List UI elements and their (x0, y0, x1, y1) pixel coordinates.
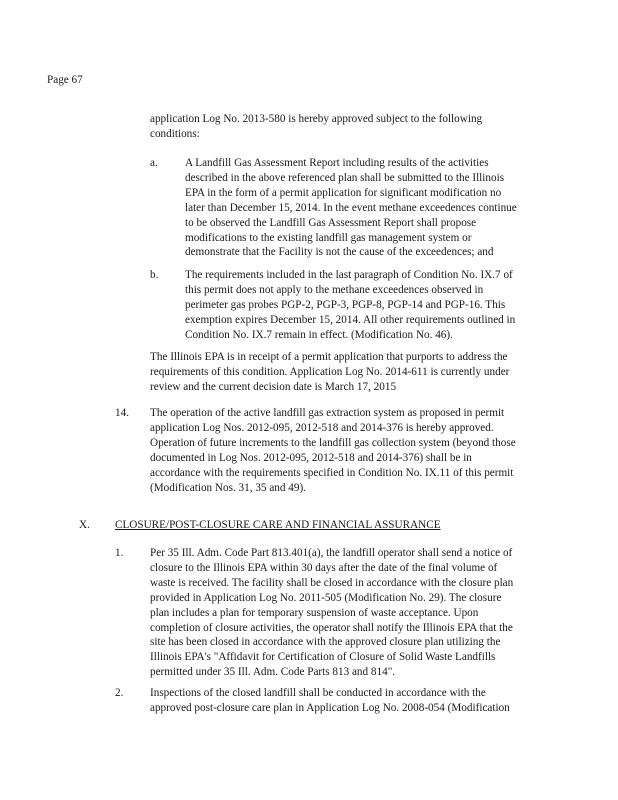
text-line: application Log Nos. 2012-095, 2012-518 and 2014-376 is hereby approved. (150, 421, 494, 434)
text-line: closure to the Illinois EPA within 30 days after the date of the final volume of (150, 561, 498, 574)
text-line: demonstrate that the Facility is not the cause of the exceedences; and (185, 246, 494, 259)
text-line: Operation of future increments to the landfill gas collection system (beyond those (150, 436, 516, 449)
item-a-marker: a. (150, 157, 158, 169)
item-2-text (150, 686, 510, 716)
text-line: conditions: (150, 127, 200, 140)
section-x-title: CLOSURE/POST-CLOSURE CARE AND FINANCIAL ASSURANCE (115, 519, 441, 531)
text-line: The operation of the active landfill gas extraction system as proposed in permit (150, 407, 505, 419)
item-a-text (185, 156, 517, 260)
text-line: waste is received. The facility shall be closed in accordance with the closure plan (150, 576, 514, 589)
text-line: Per 35 Ill. Adm. Code Part 813.401(a), the landfill operator shall send a notice of (150, 547, 513, 559)
item-14-text (150, 406, 516, 495)
text-line: later than December 15, 2014. In the event methane exceedences continue (185, 201, 517, 214)
text-line: approved post-closure care plan in Application Log No. 2008-054 (Modification (150, 701, 510, 714)
text-line: accordance with the requirements specified in Condition No. IX.11 of this permit (150, 466, 514, 479)
intro-paragraph (150, 112, 482, 142)
receipt-paragraph (150, 350, 509, 395)
item-b-text (185, 268, 515, 343)
text-line: permitted under 35 Ill. Adm. Code Parts 813 and 814". (150, 666, 396, 679)
text-line: A Landfill Gas Assessment Report including results of the activities (185, 157, 489, 169)
text-line: application Log No. 2013-580 is hereby approved subject to the following (150, 113, 483, 125)
text-line: exemption expires December 15, 2014. All other requirements outlined in (185, 313, 516, 326)
text-line: completion of closure activities, the operator shall notify the Illinois EPA that the (150, 621, 513, 634)
text-line: plan includes a plan for temporary suspension of waste acceptance. Upon (150, 606, 479, 619)
text-line: Illinois EPA's "Affidavit for Certification of Closure of Solid Waste Landfills (150, 651, 496, 664)
text-line: (Modification Nos. 31, 35 and 49). (150, 481, 306, 494)
text-line: requirements of this condition. Application Log No. 2014-611 is currently under (150, 365, 510, 378)
section-x-marker: X. (79, 519, 90, 531)
item-2-marker: 2. (115, 687, 124, 699)
page-header: Page 67 (47, 74, 83, 86)
item-14-marker: 14. (115, 407, 129, 419)
text-line: site has been closed in accordance with the approved closure plan utilizing the (150, 636, 501, 649)
text-line: described in the above referenced plan shall be submitted to the Illinois (185, 171, 505, 184)
text-line: perimeter gas probes PGP-2, PGP-3, PGP-8, PGP-14 and PGP-16. This (185, 298, 506, 311)
text-line: Inspections of the closed landfill shall be conducted in accordance with the (150, 687, 486, 699)
text-line: modifications to the existing landfill gas management system or (185, 231, 472, 244)
text-line: provided in Application Log No. 2011-505 (Modification No. 29). The closure (150, 591, 502, 604)
text-line: The Illinois EPA is in receipt of a permit application that purports to address the (150, 351, 508, 363)
text-line: this permit does not apply to the methane exceedences observed in (185, 283, 484, 296)
text-line: The requirements included in the last paragraph of Condition No. IX.7 of (185, 269, 513, 281)
item-1-text (150, 546, 513, 680)
text-line: EPA in the form of a permit application for significant modification no (185, 186, 502, 199)
item-1-marker: 1. (115, 547, 124, 559)
item-b-marker: b. (150, 269, 159, 281)
text-line: documented in Log Nos. 2012-095, 2012-518 and 2014-376) shall be in (150, 451, 472, 464)
text-line: review and the current decision date is March 17, 2015 (150, 380, 397, 393)
text-line: to be observed the Landfill Gas Assessment Report shall propose (185, 216, 477, 229)
text-line: Condition No. IX.7 remain in effect. (Modification No. 46). (185, 328, 453, 341)
